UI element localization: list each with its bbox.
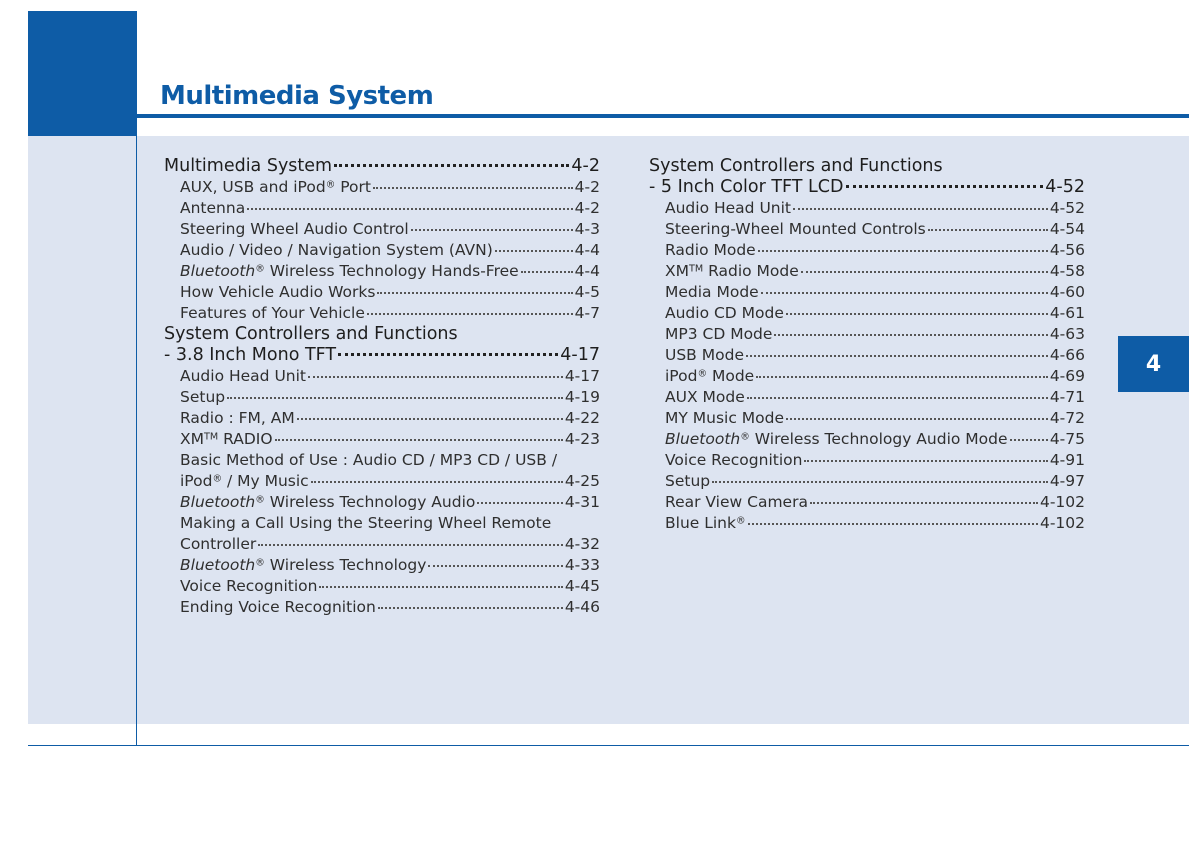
dot-leader — [377, 291, 572, 294]
toc-entry-page: 4-71 — [1049, 388, 1085, 406]
bottom-rule — [28, 745, 1189, 746]
toc-entry[interactable] — [649, 303, 1085, 324]
toc-entry-page: 4-7 — [574, 304, 600, 322]
toc-entry[interactable] — [649, 198, 1085, 219]
dot-leader — [748, 522, 1038, 525]
toc-entry[interactable] — [164, 471, 600, 492]
toc-entry[interactable] — [164, 282, 600, 303]
toc-entry-page: 4-32 — [564, 535, 600, 553]
dot-leader — [258, 543, 563, 546]
dot-leader — [477, 501, 562, 504]
page-title: Multimedia System — [160, 81, 434, 111]
toc-entry-label: - 3.8 Inch Mono TFT — [164, 345, 337, 365]
toc-entry-page: 4-102 — [1039, 493, 1085, 511]
toc-entry-label: Audio CD Mode — [665, 304, 784, 322]
toc-entry[interactable] — [649, 324, 1085, 345]
toc-entry-page: 4-52 — [1045, 177, 1085, 197]
toc-entry-page: 4-63 — [1049, 325, 1085, 343]
toc-entry-label: XM™ RADIO — [180, 430, 273, 448]
toc-entry-label: AUX, USB and iPod® Port — [180, 178, 371, 196]
toc-entry-label: Steering-Wheel Mounted Controls — [665, 220, 926, 238]
toc-entry-page: 4-91 — [1049, 451, 1085, 469]
toc-entry-label: Features of Your Vehicle — [180, 304, 365, 322]
toc-right-column — [649, 156, 1085, 534]
toc-section-heading[interactable]: System Controllers and Functions — [164, 324, 458, 344]
dot-leader — [786, 417, 1048, 420]
toc-entry-label: Media Mode — [665, 283, 759, 301]
dot-leader — [756, 375, 1048, 378]
toc-entry[interactable] — [164, 345, 600, 366]
toc-entry-label: Blue Link® — [665, 514, 746, 532]
dot-leader — [761, 291, 1048, 294]
toc-entry-label: How Vehicle Audio Works — [180, 283, 376, 301]
toc-section-heading[interactable]: System Controllers and Functions — [649, 156, 943, 176]
toc-entry[interactable] — [164, 555, 600, 576]
toc-entry-page: 4-31 — [564, 493, 600, 511]
toc-entry-page: 4-3 — [574, 220, 600, 238]
toc-entry[interactable] — [649, 219, 1085, 240]
toc-entry[interactable] — [164, 240, 600, 261]
toc-entry-page: 4-58 — [1049, 262, 1085, 280]
toc-entry[interactable] — [649, 387, 1085, 408]
toc-entry[interactable] — [649, 492, 1085, 513]
toc-entry-label: Multimedia System — [164, 156, 333, 176]
dot-leader — [308, 375, 563, 378]
toc-left-column — [164, 156, 600, 618]
toc-entry[interactable] — [164, 387, 600, 408]
toc-entry-page: 4-17 — [560, 345, 600, 365]
toc-entry-page: 4-4 — [574, 241, 600, 259]
dot-leader — [428, 564, 562, 567]
toc-entry-label: iPod® / My Music — [180, 472, 309, 490]
toc-entry-page: 4-23 — [564, 430, 600, 448]
toc-entry[interactable] — [649, 345, 1085, 366]
toc-entry-label: Antenna — [180, 199, 246, 217]
toc-entry[interactable] — [649, 450, 1085, 471]
dot-leader — [411, 228, 573, 231]
dot-leader — [367, 312, 573, 315]
toc-entry[interactable] — [649, 366, 1085, 387]
toc-entry-page: 4-66 — [1049, 346, 1085, 364]
toc-entry[interactable] — [649, 513, 1085, 534]
toc-entry-page: 4-97 — [1049, 472, 1085, 490]
toc-entry-label: Audio Head Unit — [665, 199, 791, 217]
dot-leader — [801, 270, 1048, 273]
toc-entry-label: Bluetooth® Wireless Technology Audio — [180, 493, 476, 511]
toc-entry[interactable] — [164, 261, 600, 282]
chapter-tab[interactable]: 4 — [1118, 336, 1189, 392]
toc-entry-label: Audio Head Unit — [180, 367, 306, 385]
toc-entry[interactable] — [164, 429, 600, 450]
toc-entry-page: 4-33 — [564, 556, 600, 574]
toc-entry-label: Radio : FM, AM — [180, 409, 295, 427]
chapter-color-block — [28, 11, 137, 136]
toc-entry-label: Radio Mode — [665, 241, 756, 259]
toc-entry-label: MY Music Mode — [665, 409, 785, 427]
toc-entry-label: Setup — [180, 388, 226, 406]
toc-entry-label: Bluetooth® Wireless Technology Audio Mode — [665, 430, 1008, 448]
dot-leader — [275, 438, 563, 441]
toc-entry-page: 4-17 — [564, 367, 600, 385]
toc-entry-label: Audio / Video / Navigation System (AVN) — [180, 241, 493, 259]
toc-entry[interactable] — [649, 261, 1085, 282]
toc-entry-page: 4-75 — [1049, 430, 1085, 448]
toc-entry-label: Steering Wheel Audio Control — [180, 220, 409, 238]
toc-entry-page: 4-61 — [1049, 304, 1085, 322]
toc-entry[interactable] — [164, 492, 600, 513]
dot-leader — [227, 396, 563, 399]
toc-entry[interactable] — [649, 240, 1085, 261]
toc-entry-label-line[interactable]: Making a Call Using the Steering Wheel Remote — [180, 514, 552, 532]
toc-entry-label-line[interactable]: Basic Method of Use : Audio CD / MP3 CD / USB / — [180, 451, 558, 469]
toc-entry[interactable] — [164, 534, 600, 555]
dot-leader — [747, 396, 1048, 399]
toc-entry-page: 4-45 — [564, 577, 600, 595]
toc-entry-page: 4-22 — [564, 409, 600, 427]
dot-leader — [378, 606, 563, 609]
toc-entry[interactable] — [164, 366, 600, 387]
toc-entry-page: 4-54 — [1049, 220, 1085, 238]
dot-leader — [793, 207, 1048, 210]
toc-entry-label: iPod® Mode — [665, 367, 755, 385]
toc-entry-page: 4-56 — [1049, 241, 1085, 259]
dot-leader — [495, 249, 573, 252]
toc-entry-page: 4-102 — [1039, 514, 1085, 532]
toc-entry-page: 4-19 — [564, 388, 600, 406]
toc-entry-label: Ending Voice Recognition — [180, 598, 376, 616]
toc-entry-label: Bluetooth® Wireless Technology Hands-Free — [180, 262, 519, 280]
toc-entry-label: Bluetooth® Wireless Technology — [180, 556, 427, 574]
dot-leader — [846, 184, 1044, 188]
toc-entry-label: Rear View Camera — [665, 493, 808, 511]
dot-leader — [810, 501, 1038, 504]
toc-entry-label: USB Mode — [665, 346, 744, 364]
toc-entry-page: 4-60 — [1049, 283, 1085, 301]
toc-entry[interactable] — [649, 282, 1085, 303]
dot-leader — [712, 480, 1048, 483]
toc-entry-page: 4-5 — [574, 283, 600, 301]
dot-leader — [311, 480, 563, 483]
toc-entry-page: 4-69 — [1049, 367, 1085, 385]
toc-entry-page: 4-2 — [574, 178, 600, 196]
toc-entry-label: Voice Recognition — [180, 577, 318, 595]
dot-leader — [1010, 438, 1048, 441]
toc-entry[interactable] — [164, 303, 600, 324]
toc-entry[interactable] — [649, 177, 1085, 198]
toc-entry-page: 4-25 — [564, 472, 600, 490]
dot-leader — [774, 333, 1047, 336]
dot-leader — [297, 417, 563, 420]
toc-entry[interactable] — [164, 177, 600, 198]
toc-entry-page: 4-2 — [571, 156, 600, 176]
toc-entry-page: 4-52 — [1049, 199, 1085, 217]
toc-entry[interactable] — [649, 408, 1085, 429]
toc-entry[interactable] — [164, 198, 600, 219]
dot-leader — [746, 354, 1048, 357]
toc-entry-page: 4-72 — [1049, 409, 1085, 427]
dot-leader — [804, 459, 1047, 462]
dot-leader — [373, 186, 573, 189]
toc-entry-page: 4-4 — [574, 262, 600, 280]
toc-entry-label: MP3 CD Mode — [665, 325, 773, 343]
dot-leader — [786, 312, 1048, 315]
title-rule — [137, 114, 1189, 118]
toc-entry-label: - 5 Inch Color TFT LCD — [649, 177, 844, 197]
dot-leader — [338, 352, 558, 356]
toc-entry[interactable] — [164, 219, 600, 240]
dot-leader — [521, 270, 573, 273]
toc-entry[interactable] — [649, 471, 1085, 492]
toc-entry-page: 4-2 — [574, 199, 600, 217]
toc-entry-label: XM™ Radio Mode — [665, 262, 799, 280]
toc-entry-page: 4-46 — [564, 598, 600, 616]
toc-entry[interactable] — [649, 429, 1085, 450]
toc-entry-label: Setup — [665, 472, 711, 490]
dot-leader — [928, 228, 1048, 231]
toc-entry-label: AUX Mode — [665, 388, 745, 406]
dot-leader — [334, 163, 569, 167]
toc-entry-label: Controller — [180, 535, 257, 553]
dot-leader — [319, 585, 562, 588]
toc-entry[interactable] — [164, 408, 600, 429]
vertical-rule — [136, 136, 137, 746]
toc-entry[interactable] — [164, 597, 600, 618]
dot-leader — [247, 207, 572, 210]
toc-entry[interactable] — [164, 576, 600, 597]
toc-entry[interactable] — [164, 156, 600, 177]
toc-entry-label: Voice Recognition — [665, 451, 803, 469]
dot-leader — [758, 249, 1048, 252]
